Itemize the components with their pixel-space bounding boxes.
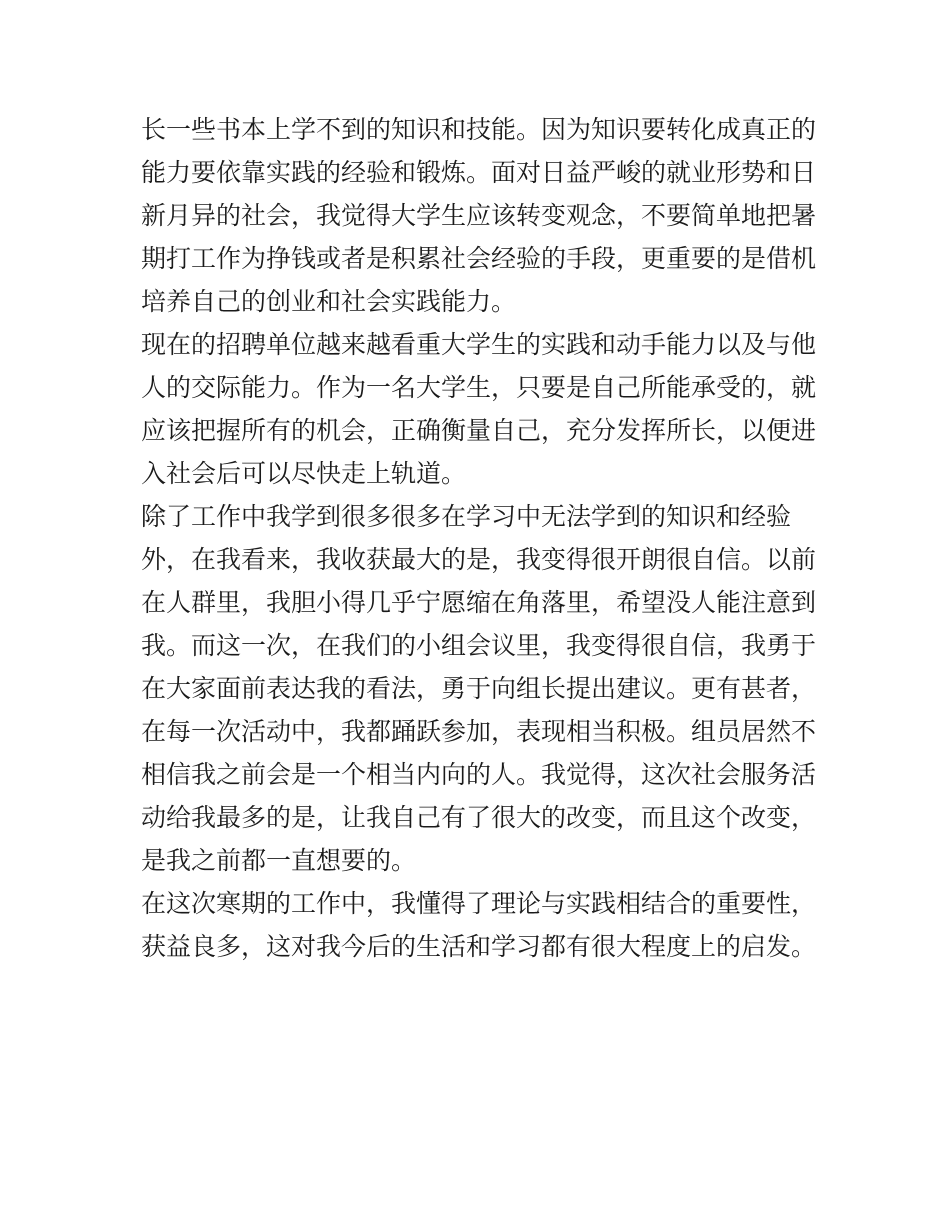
text-line: 在这次寒期的工作中，我懂得了理论与实践相结合的重要性， [141, 889, 817, 918]
text-line: 培养自己的创业和社会实践能力。 [141, 287, 517, 316]
text-line: 获益良多，这对我今后的生活和学习都有很大程度上的启发。 [141, 932, 817, 961]
text-line: 是我之前都一直想要的。 [141, 846, 417, 875]
text-line: 在大家面前表达我的看法，勇于向组长提出建议。更有甚者， [141, 674, 817, 703]
text-line: 相信我之前会是一个相当内向的人。我觉得，这次社会服务活 [141, 760, 817, 789]
text-line: 动给我最多的是，让我自己有了很大的改变，而且这个改变， [141, 803, 817, 832]
text-line: 现在的招聘单位越来越看重大学生的实践和动手能力以及与他 [141, 330, 817, 359]
body-text [141, 108, 821, 968]
text-line: 我。而这一次，在我们的小组会议里，我变得很自信，我勇于 [141, 631, 817, 660]
text-line: 在每一次活动中，我都踊跃参加，表现相当积极。组员居然不 [141, 717, 817, 746]
text-line: 期打工作为挣钱或者是积累社会经验的手段，更重要的是借机 [141, 244, 817, 273]
text-line: 入社会后可以尽快走上轨道。 [141, 459, 467, 488]
text-line: 外，在我看来，我收获最大的是，我变得很开朗很自信。以前 [141, 545, 817, 574]
text-line: 新月异的社会，我觉得大学生应该转变观念，不要简单地把暑 [141, 201, 817, 230]
text-line: 在人群里，我胆小得几乎宁愿缩在角落里，希望没人能注意到 [141, 588, 817, 617]
text-line: 长一些书本上学不到的知识和技能。因为知识要转化成真正的 [141, 115, 817, 144]
text-line: 应该把握所有的机会，正确衡量自己，充分发挥所长，以便进 [141, 416, 817, 445]
text-line: 除了工作中我学到很多很多在学习中无法学到的知识和经验 [141, 502, 792, 531]
text-line: 人的交际能力。作为一名大学生，只要是自己所能承受的，就 [141, 373, 817, 402]
text-line: 能力要依靠实践的经验和锻炼。面对日益严峻的就业形势和日 [141, 158, 817, 187]
